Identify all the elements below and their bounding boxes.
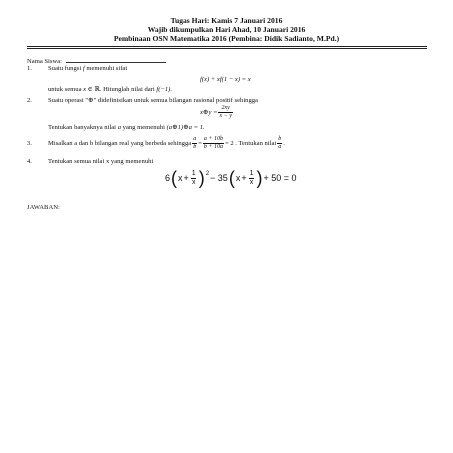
problem-1-number: 1. (27, 65, 32, 72)
problem-4-number: 4. (27, 158, 32, 165)
header-deadline: Wajib dikumpulkan Hari Ahad, 10 Januari 2016 (147, 25, 306, 34)
problem-3-fraction-ba: $\frac{b}{a}$ (278, 136, 282, 150)
problem-3-fraction-ab: $\frac{a}{b}$ (193, 136, 197, 150)
problem-2-question: Tentukan banyaknya nilai a yang memenuhi (a⊕1)⊕a = 1. (48, 124, 205, 131)
problem-2-number: 2. (27, 97, 32, 104)
problem-2-fraction: $\frac{2xy}{x - y}$ (219, 105, 232, 119)
header-title: Tugas Hari: Kamis 7 Januari 2016 (170, 16, 283, 25)
problem-3-number: 3. (27, 140, 32, 147)
problem-1-statement: Suatu fungsi f memenuhi sifat (48, 65, 128, 72)
problem-2-equation: x⊕y = $\frac{2xy}{x - y}$ (200, 105, 232, 119)
problem-4-equation: 6 ( x + $\frac{1}{x}$ ) 2 − 35 ( x + $\frac{1}{x}$ ) + 50 = 0 (165, 168, 297, 188)
problem-4-fraction-b: $\frac{1}{x}$ (249, 169, 254, 186)
problem-3-statement: Misalkan a dan b bilangan real yang berbeda sehingga $\frac{a}{b}$ = $\frac{a + 10b}{b + 10a}$ = 2 . Tentukan nilai $\frac{b}{a}$ . (48, 136, 285, 150)
header-program: Pembinaan OSN Matematika 2016 (Pembina: Didik Sadianto, M.Pd.) (113, 34, 340, 43)
document-header (0, 16, 453, 43)
student-name-blank[interactable] (66, 56, 166, 63)
problem-3-fraction-main: $\frac{a + 10b}{b + 10a}$ (203, 136, 223, 150)
problem-4-fraction-a: $\frac{1}{x}$ (191, 169, 196, 186)
problem-1-note: untuk semua x ∈ ℝ. Hitunglah nilai dari f(−1). (48, 86, 172, 93)
problem-1-equation: f(x) + xf(1 − x) = x (200, 76, 251, 83)
student-name-label: Nama Siswa: (27, 58, 62, 65)
header-rule-top (27, 46, 427, 47)
answer-label: JAWABAN: (27, 204, 60, 211)
problem-4-statement: Tentukan semua nilai x yang memenuhi (48, 158, 154, 165)
header-rule-bottom (27, 48, 427, 49)
problem-2-statement: Suatu operasi "⊕" didefinisikan untuk semua bilangan rasional positif sehingga (48, 97, 258, 104)
